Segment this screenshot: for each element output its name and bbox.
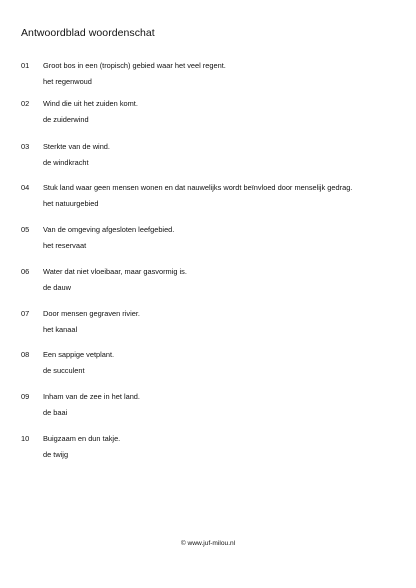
item-answer: het kanaal <box>43 325 78 334</box>
item-number: 07 <box>21 309 30 318</box>
item-question: Van de omgeving afgesloten leefgebied. <box>43 225 175 234</box>
item-answer: het reservaat <box>43 241 87 250</box>
item-question: Buigzaam en dun takje. <box>43 434 121 443</box>
item-number: 03 <box>21 142 30 151</box>
item-question: Stuk land waar geen mensen wonen en dat nauwelijks wordt beïnvloed door menselijk gedrag. <box>43 183 353 192</box>
item-answer: de zuiderwind <box>43 115 89 124</box>
item-answer: de windkracht <box>43 158 89 167</box>
item-question: Sterkte van de wind. <box>43 142 110 151</box>
footer-copyright: © www.juf-milou.nl <box>180 540 236 547</box>
item-number: 06 <box>21 267 30 276</box>
item-answer: het natuurgebied <box>43 199 99 208</box>
item-question: Wind die uit het zuiden komt. <box>43 99 138 108</box>
item-number: 08 <box>21 350 30 359</box>
item-number: 01 <box>21 61 30 70</box>
item-answer: de dauw <box>43 283 71 292</box>
item-answer: de twijg <box>43 450 69 459</box>
item-answer: de baai <box>43 408 68 417</box>
page-title: Antwoordblad woordenschat <box>21 27 155 39</box>
item-question: Groot bos in een (tropisch) gebied waar het veel regent. <box>43 61 226 70</box>
item-number: 05 <box>21 225 30 234</box>
item-number: 02 <box>21 99 30 108</box>
item-answer: de succulent <box>43 366 85 375</box>
item-answer: het regenwoud <box>43 77 92 86</box>
item-number: 10 <box>21 434 30 443</box>
item-number: 04 <box>21 183 30 192</box>
item-question: Water dat niet vloeibaar, maar gasvormig is. <box>43 267 187 276</box>
item-question: Inham van de zee in het land. <box>43 392 140 401</box>
item-question: Een sappige vetplant. <box>43 350 115 359</box>
item-number: 09 <box>21 392 30 401</box>
item-question: Door mensen gegraven rivier. <box>43 309 140 318</box>
